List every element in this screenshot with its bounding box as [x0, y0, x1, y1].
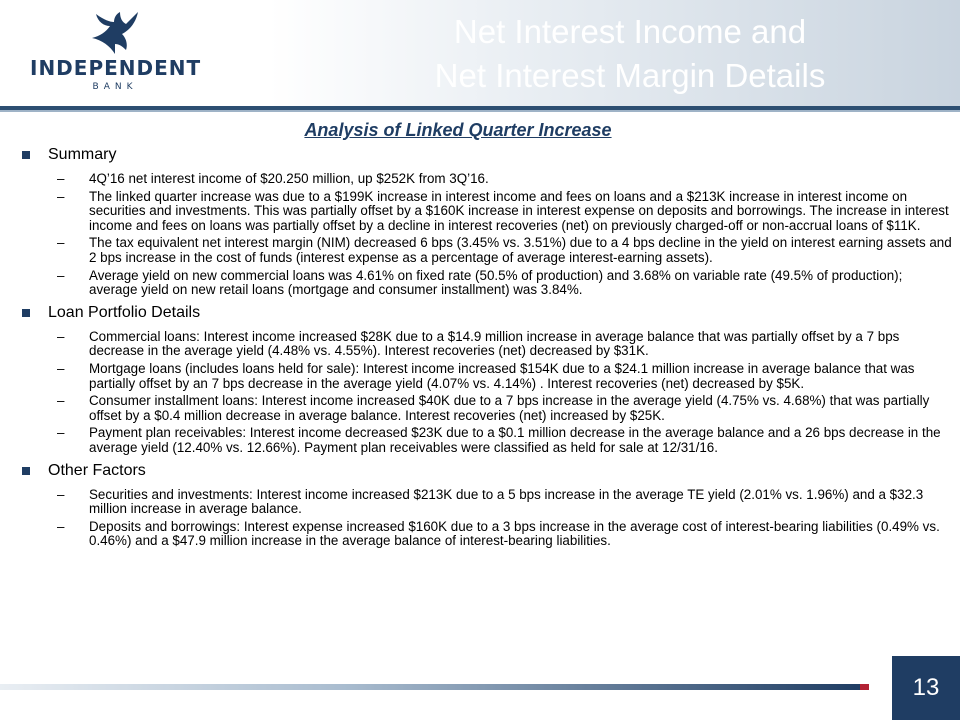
section-heading-text: Loan Portfolio Details: [48, 303, 201, 321]
list-item: [18, 362, 952, 391]
section-heading-text: Other Factors: [48, 461, 146, 479]
title-line-2: Net Interest Margin Details: [434, 57, 826, 94]
dash-bullet: –: [57, 393, 65, 409]
item-text: Payment plan receivables: Interest income decreased $23K due to a $0.1 million decrease in the average balance and a 26 bps decrease in the average yield (12.40% vs. 12.66%). Payment plan receivables were classified as held for sale at 12/31/16.: [89, 425, 941, 455]
list-item: [18, 269, 952, 298]
item-text: 4Q’16 net interest income of $20.250 million, up $252K from 3Q’16.: [89, 171, 489, 186]
square-bullet-icon: [22, 309, 30, 317]
item-text: Consumer installment loans: Interest income increased $40K due to a 7 bps increase in the average yield (4.75% vs. 4.68%) that was partially offset by a $0.4 million decrease in average balance. Interest recoveries (net) increased by $25K.: [89, 393, 930, 423]
dash-bullet: –: [57, 188, 65, 204]
footer-accent: [860, 684, 869, 690]
logo-subtitle: BANK: [92, 82, 138, 92]
dash-bullet: –: [57, 486, 65, 502]
slide-content: [18, 144, 952, 553]
section-heading-text: Summary: [48, 146, 117, 163]
list-item: [18, 330, 952, 359]
list-item: [18, 236, 952, 265]
list-item: [18, 488, 952, 517]
item-list: [18, 172, 952, 298]
dash-bullet: –: [57, 518, 65, 534]
item-text: The tax equivalent net interest margin (NIM) decreased 6 bps (3.45% vs. 3.51%) due to a 4 bps decline in the yield on interest earning assets and 2 bps increase in the cost of funds (interest expense as a percentage of average interest-earning assets).: [89, 235, 952, 265]
item-text: Deposits and borrowings: Interest expense increased $160K due to a 3 bps increase in the average cost of interest-bearing liabilities (0.49% vs. 0.46%) and a $47.9 million increase in the average balance of interest-bearing liabilities.: [89, 518, 940, 549]
section-other-factors: [18, 460, 952, 549]
item-list: [18, 330, 952, 456]
title-line-1: Net Interest Income and: [453, 13, 807, 50]
item-text: Securities and investments: Interest income increased $213K due to a 5 bps increase in the average TE yield (2.01% vs. 1.96%) and a $32.3 million increase in average balance.: [89, 486, 924, 517]
section-subtitle: Analysis of Linked Quarter Increase: [304, 120, 612, 140]
page-title: [380, 10, 880, 98]
dash-bullet: –: [57, 267, 65, 283]
header-divider-light: [0, 110, 960, 112]
list-item: [18, 520, 952, 549]
logo-name: INDEPENDENT: [30, 56, 202, 80]
item-text: Mortgage loans (includes loans held for sale): Interest income increased $154K due to a $24.1 million increase in average balance that was partially offset by an 7 bps decrease in the average yield (4.07% vs. 4.14%) . Interest recoveries (net) decreased by $5K.: [89, 360, 915, 391]
dash-bullet: –: [57, 171, 65, 186]
section-heading: [18, 460, 952, 482]
page-number-box: [892, 656, 960, 720]
dash-bullet: –: [57, 360, 65, 376]
dash-bullet: –: [57, 235, 65, 251]
list-item: [18, 172, 952, 187]
list-item: [18, 190, 952, 234]
item-text: The linked quarter increase was due to a $199K increase in interest income and fees on loans and a $213K increase in interest income on securities and investments. This was partially offset by a $160K increase in interest expense on deposits and borrowings. The increase in interest income and fees on loans was partially offset by a decline in interest recoveries (net) on previously charged-off or non-accrual loans of $11K.: [89, 188, 949, 233]
list-item: [18, 394, 952, 423]
section-loan-portfolio: [18, 302, 952, 456]
item-text: Average yield on new commercial loans was 4.61% on fixed rate (50.5% of production) and 3.68% on variable rate (49.5% of production); average yield on new retail loans (mortgage and consumer installment) was 3.84%.: [89, 267, 903, 298]
dash-bullet: –: [57, 425, 65, 441]
bank-logo: [30, 8, 200, 98]
eagle-icon: [88, 10, 142, 56]
item-list: [18, 488, 952, 549]
section-heading: [18, 144, 952, 166]
dash-bullet: –: [57, 328, 65, 344]
list-item: [18, 426, 952, 455]
page-number: 13: [912, 674, 940, 701]
square-bullet-icon: [22, 467, 30, 475]
square-bullet-icon: [22, 151, 30, 159]
footer-bar: [0, 684, 860, 690]
section-heading: [18, 302, 952, 324]
section-summary: [18, 144, 952, 298]
item-text: Commercial loans: Interest income increased $28K due to a $14.9 million increase in average balance that was partially offset by a 7 bps decrease in the average yield (4.48% vs. 4.55%). Interest recoveries (net) decreased by $31K.: [89, 328, 900, 359]
